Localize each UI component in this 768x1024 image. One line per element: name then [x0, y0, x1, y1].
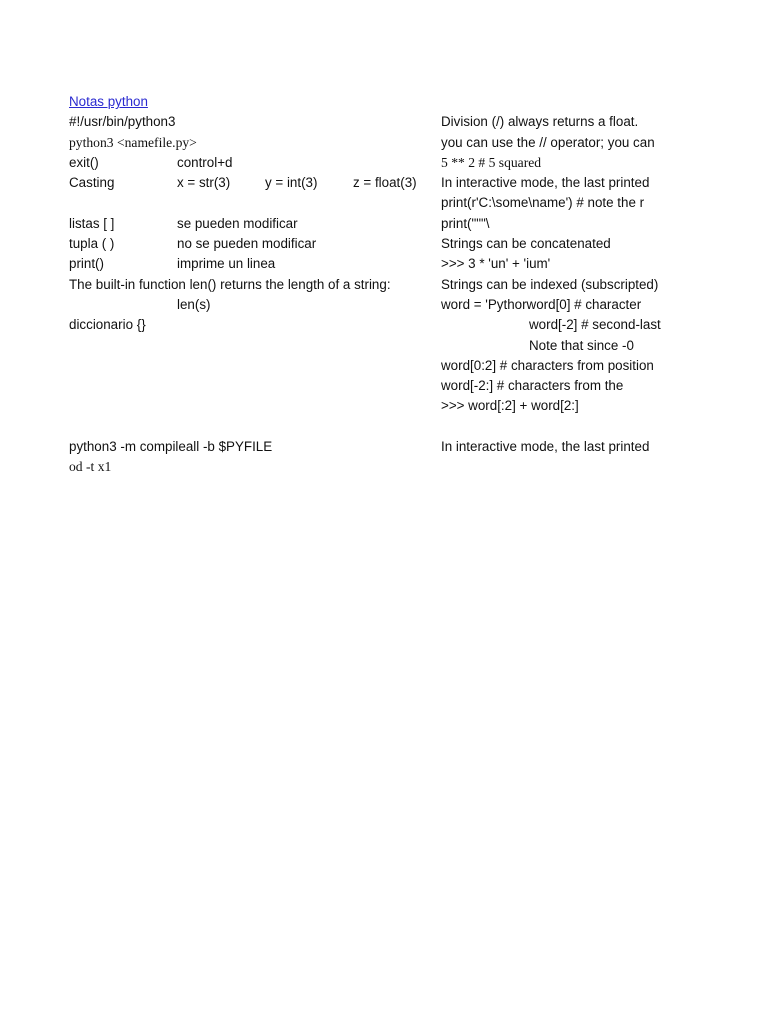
concat-note: Strings can be concatenated — [441, 236, 611, 252]
interactive-note-2: In interactive mode, the last printed — [441, 439, 650, 455]
interactive-row-2 — [441, 437, 650, 457]
compile-row — [69, 437, 441, 457]
power-row — [441, 153, 617, 173]
interactive-note-1: In interactive mode, the last printed — [441, 175, 650, 191]
slice-example-1: word[0:2] # characters from position — [441, 357, 654, 373]
casting-int: y = int(3) — [265, 175, 318, 191]
floor-row — [441, 133, 655, 153]
exit-label: exit() — [69, 154, 99, 170]
title-row — [69, 92, 441, 112]
print-label: print() — [69, 256, 104, 272]
slice-row-1 — [441, 356, 654, 376]
word-example: word = 'Pythorword[0] # character — [441, 296, 642, 312]
power-example: 5 ** 2 # 5 squared — [441, 154, 542, 170]
slice-concat-row — [441, 396, 617, 416]
run-command-row — [69, 133, 441, 153]
empty-row — [441, 417, 617, 437]
len-example-text: len(s) — [177, 296, 211, 312]
casting-label: Casting — [69, 175, 115, 191]
shebang-text: #!/usr/bin/python3 — [69, 114, 176, 130]
exit-row — [69, 153, 441, 173]
empty-row — [69, 396, 441, 416]
empty-row — [69, 193, 441, 213]
exit-value: control+d — [177, 154, 233, 170]
tupla-label: tupla ( ) — [69, 236, 115, 252]
empty-row — [69, 417, 441, 437]
interactive-row-1 — [441, 173, 650, 193]
shebang-row — [69, 112, 441, 132]
print-value: imprime un linea — [177, 256, 276, 272]
word-neg-example: word[-2] # second-last — [529, 317, 661, 333]
note-since-text: Note that since -0 — [529, 337, 634, 353]
slice-concat-example: >>> word[:2] + word[2:] — [441, 398, 579, 414]
len-note-text: The built-in function len() returns the length of a string: — [69, 276, 391, 292]
division-row — [441, 112, 639, 132]
word-row — [441, 295, 642, 315]
tupla-row — [69, 234, 441, 254]
repeat-example: >>> 3 * 'un' + 'ium' — [441, 256, 551, 272]
raw-string-row — [441, 193, 645, 213]
run-command-text: python3 <namefile.py> — [69, 134, 197, 150]
print-row — [69, 254, 441, 274]
tupla-value: no se pueden modificar — [177, 236, 317, 252]
right-column — [441, 92, 661, 457]
empty-row — [69, 356, 441, 376]
od-row — [69, 457, 441, 477]
compile-command-text: python3 -m compileall -b $PYFILE — [69, 439, 273, 455]
triple-quote-example: print("""\ — [441, 215, 490, 231]
len-note-row — [69, 275, 441, 295]
slice-row-2 — [441, 376, 624, 396]
empty-row — [69, 376, 441, 396]
floor-note: you can use the // operator; you can — [441, 134, 655, 150]
casting-row — [69, 173, 441, 193]
empty-row — [441, 92, 617, 112]
len-example-row — [69, 295, 441, 315]
listas-label: listas [ ] — [69, 215, 115, 231]
listas-row — [69, 214, 441, 234]
triple-quote-row — [441, 214, 617, 234]
casting-float: z = float(3) — [353, 175, 417, 191]
listas-value: se pueden modificar — [177, 215, 298, 231]
concat-row — [441, 234, 617, 254]
repeat-row — [441, 254, 617, 274]
indexed-note: Strings can be indexed (subscripted) — [441, 276, 659, 292]
left-column — [69, 92, 441, 478]
diccionario-label: diccionario {} — [69, 317, 146, 333]
od-command-text: od -t x1 — [69, 459, 112, 475]
notas-python-link[interactable]: Notas python — [69, 94, 148, 109]
division-note: Division (/) always returns a float. — [441, 114, 639, 130]
indexed-row — [441, 275, 659, 295]
casting-str: x = str(3) — [177, 175, 231, 191]
diccionario-row — [69, 315, 441, 335]
note-since-row — [441, 336, 634, 356]
word-neg-row — [441, 315, 661, 335]
slice-example-2: word[-2:] # characters from the — [441, 378, 624, 394]
empty-row — [69, 336, 441, 356]
raw-string-example: print(r'C:\some\name') # note the r — [441, 195, 645, 211]
